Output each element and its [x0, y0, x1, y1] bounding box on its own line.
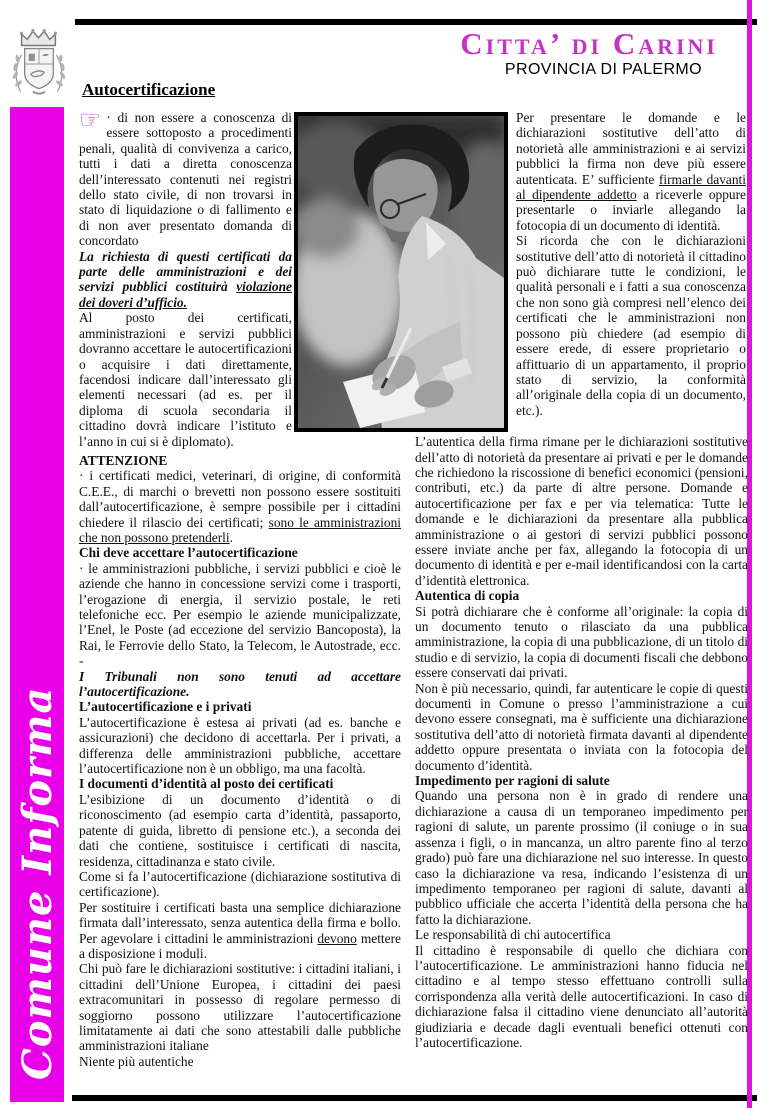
- paragraph: [415, 681, 748, 773]
- paragraph: [79, 249, 292, 311]
- sub-heading: [79, 453, 401, 468]
- paragraph: [79, 792, 401, 869]
- text-run: Non è più necessario, quindi, far autenticare le copie di questi documenti in Comune o presso l’amministrazione a cui devono essere consegnati, ma è sufficiente una dichiarazione sostitutiva dell’atto di notorietà firmata davanti al dipendente addetto oppure presentata o inviata con la fotocopia del documento d’identità.: [415, 680, 748, 773]
- text-run: firmarle davanti al dipendente addetto: [516, 171, 746, 203]
- paragraph: [415, 604, 748, 681]
- text-run: · le amministrazioni pubbliche, i servizi pubblici e cioè le aziende che hanno in concessione servizi come i trasporti, l’erogazione di energia, il servizio postale, le reti telefoniche ecc. Per esempio le aziende municipalizzate, l’Enel, le Poste (ad eccezione del servizio Bancoposta), la Rai, le Ferrovie dello Stato, la Telecom, le Autostrade, ecc. -: [79, 560, 401, 669]
- text-run: sono le amministrazioni che non possono pretenderli: [79, 514, 401, 545]
- paragraph: [516, 233, 746, 418]
- left-column-wide: [79, 453, 401, 1069]
- text-run: violazione dei doveri d’ufficio.: [79, 279, 292, 310]
- pointing-hand-icon: ☞: [79, 105, 102, 134]
- left-column-narrow: [79, 105, 292, 449]
- paragraph: [516, 110, 746, 233]
- province-subtitle: PROVINCIA DI PALERMO: [504, 61, 702, 78]
- sub-heading: [79, 545, 401, 560]
- text-run: Quando una persona non è in grado di rendere una dichiarazione a causa di un temporaneo impedimento per ragioni di salute, un parente prossimo (il coniuge o in sua assenza i figli, o in mancanza, un altro parente fino al terzo grado) può fare una dichiarazione nel suo interesse. In questo caso la dichiarazione va resa, indicando l’esistenza di un impedimento temporaneo per ragioni di salute, davanti al pubblico ufficiale che accerta l’identità della persona che ha fatto la dichiarazione.: [415, 788, 748, 927]
- right-column-wide: [415, 434, 748, 1050]
- text-run: Al posto dei certificati, amministrazioni e servizi pubblici dovranno accettare le autocertificazioni o acquisire i dati direttamente, facendosi indicare dall’interessato gli elementi necessari (ad es. per il diploma di scuola secondaria il cittadino dovrà indicare l’istituto e l’anno in cui si è diplomato).: [79, 310, 292, 449]
- page-title: Autocertificazione: [82, 80, 216, 99]
- sub-heading: [79, 776, 401, 791]
- paragraph: [79, 669, 401, 700]
- text-run: L’esibizione di un documento d’identità o di riconoscimento (ad esempio carta d’identità, passaporto, patente di guida, libretto di pensione etc.), a seconda dei dati che contiene, sostituisce i certificati di nascita, residenza, cittadinanza e stato civile.: [79, 791, 401, 869]
- paragraph: [415, 434, 748, 588]
- paragraph: [79, 561, 401, 669]
- text-run: Autentica di copia: [415, 588, 520, 604]
- text-run: .: [229, 529, 233, 545]
- city-title: Citta’ di Carini: [460, 26, 718, 61]
- paragraph: [79, 869, 401, 900]
- text-run: I documenti d’identità al posto dei certificati: [79, 776, 334, 792]
- sub-heading: [79, 699, 401, 714]
- paragraph: [79, 715, 401, 777]
- text-run: Niente più autentiche: [79, 1053, 194, 1069]
- text-run: Impedimento per ragioni di salute: [415, 773, 610, 789]
- text-run: · i certificati medici, veterinari, di origine, di conformità C.E.E., di marchi o brevetti non possono essere sostituiti dall’autocertificazione, è sempre possibile per i cittadini chiedere il rilascio dei certificati;: [79, 468, 401, 530]
- text-run: Le responsabilità di chi autocertifica: [415, 927, 611, 943]
- paragraph: [415, 943, 748, 1051]
- text-run: mettere a disposizione i moduli.: [79, 930, 401, 961]
- text-run: · di non essere a conoscenza di essere sottoposto a procedimenti penali, qualità di convivenza a carico, tutti i dati a diretta conoscenza dell’interessato contenuti nei registri dello stato civile, di non trovarsi in stato di liquidazione o di fallimento e di non aver presentato domanda di concordato: [79, 110, 292, 249]
- text-run: Per sostituire i certificati basta una semplice dichiarazione firmata dall’interessato, senza autentica della firma e bollo. Per agevolare i cittadini le amministrazioni: [79, 899, 401, 946]
- text-run: a riceverle oppure presentarle o inviarle allegando la fotocopia di un documento di identità.: [516, 187, 746, 233]
- top-rule: [75, 19, 757, 25]
- paragraph: [79, 310, 292, 449]
- sub-heading: [415, 588, 748, 603]
- sidebar-banner: [10, 107, 64, 1102]
- sidebar-label: Comune Informa: [14, 686, 61, 1080]
- photo-man-signing-document: [294, 112, 508, 432]
- municipal-crest-icon: [8, 24, 70, 106]
- paragraph: [415, 927, 748, 942]
- text-run: Chi deve accettare l’autocertificazione: [79, 545, 298, 561]
- right-column-narrow: [516, 110, 746, 418]
- paragraph: [79, 1054, 401, 1069]
- paragraph: [79, 468, 401, 545]
- text-run: La richiesta di questi certificati da parte delle amministrazioni e dei servizi pubblici costituirà: [79, 248, 292, 295]
- text-run: L’autentica della firma rimane per le dichiarazioni sostitutive dell’atto di notorietà da presentare ai privati e per le domande che richiedono la riscossione di benefici economici (pensioni, contributi, etc.) da parte di altre persone. Domande e autocertificazione per fax e per via telematica: Tutte le domande e le dichiarazioni da presentare alla pubblica amministrazione o ai gestori di servizi pubblici possono essere inviate anche per fax, allegando la fotocopia di un documento di identità e per e-mail identificandosi con la carta d’identità elettronica.: [415, 434, 748, 588]
- text-run: Il cittadino è responsabile di quello che dichiara con l’autocertificazione. Le amministrazioni hanno fiducia nel cittadino e al tempo stesso effettuano controlli sulla corrispondenza alla verità delle autocertificazioni. In caso di dichiarazione falsa il cittadino viene denunciato all’autorità giudiziaria e decade dagli eventuali benefici ottenuti con l’autocertificazione.: [415, 942, 748, 1050]
- text-run: I Tribunali non sono tenuti ad accettare l’autocertificazione.: [79, 668, 401, 700]
- text-run: L’autocertificazione è estesa ai privati (ad es. banche e assicurazioni) che decidono di accettarla. Per i privati, a differenza delle amministrazioni pubbliche, accettare l’autocertificazione non è un obbligo, ma una facoltà.: [79, 714, 401, 777]
- paragraph: [79, 105, 292, 249]
- text-run: ATTENZIONE: [79, 452, 168, 468]
- paragraph: [79, 961, 401, 1053]
- bottom-rule: [72, 1095, 757, 1101]
- sub-heading: [415, 773, 748, 788]
- right-column: [415, 110, 748, 1050]
- text-run: Come si fa l’autocertificazione (dichiarazione sostitutiva di certificazione).: [79, 868, 401, 900]
- paragraph: [415, 788, 748, 927]
- paragraph: [79, 900, 401, 962]
- text-run: Chi può fare le dichiarazioni sostitutive: i cittadini italiani, i cittadini dell’Unione Europea, i cittadini dei paesi extracomunitari in possesso di regolare permesso di soggiorno possono utilizzare l’autocertificazione limitatamente ai dati che sono attestabili dalle pubbliche amministrazioni italiane: [79, 961, 401, 1054]
- left-column: [79, 105, 401, 1069]
- text-run: devono: [317, 930, 357, 946]
- text-run: Si ricorda che con le dichiarazioni sostitutive dell’atto di notorietà il cittadino può dichiarare tutte le condizioni, le qualità personali e i fatti a sua conoscenza che non sono già compresi nell’elenco dei certificati che le amministrazioni non possono più chiedere (ad esempio di essere erede, di essere proprietario o affittuario di un appartamento, il proprio stato di servizio, la conformità all’originale della copia di un documento, etc.).: [516, 233, 746, 418]
- text-run: Per presentare le domande e le dichiarazioni sostitutive dell’atto di notorietà alle amministrazioni e ai servizi pubblici la firma non deve più essere autenticata. E’ sufficiente: [516, 110, 746, 187]
- text-run: Si potrà dichiarare che è conforme all’originale: la copia di un documento tenuto o rilasciato da una pubblica amministrazione, la copia di una pubblicazione, di un titolo di studio e di servizio, la copia di documenti fiscali che debbono essere conservati dai privati.: [415, 603, 748, 681]
- text-run: L’autocertificazione e i privati: [79, 699, 252, 715]
